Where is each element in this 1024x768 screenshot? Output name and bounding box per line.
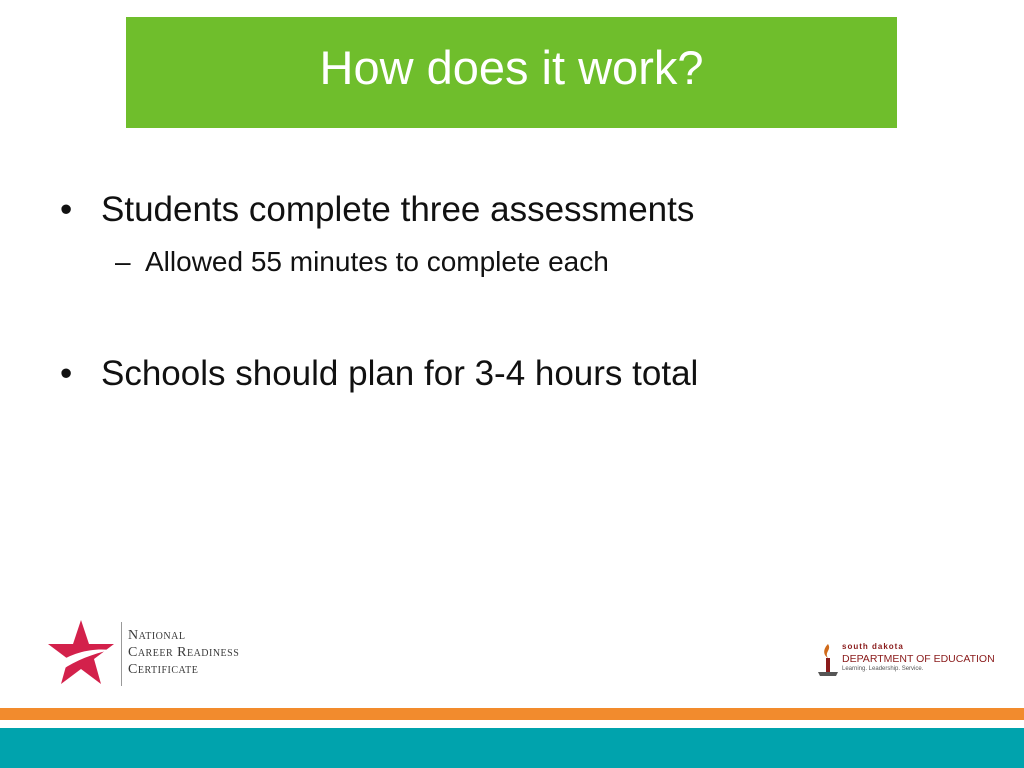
bullet-item xyxy=(60,190,694,230)
sub-bullet-item xyxy=(115,246,609,278)
slide-title: How does it work? xyxy=(319,41,704,94)
footer-orange-stripe xyxy=(0,708,1024,720)
torch-icon xyxy=(816,642,840,680)
sub-bullet-mark: – xyxy=(115,246,131,277)
bullet-text: Students complete three assessments xyxy=(101,190,695,229)
bullet-item xyxy=(60,354,698,394)
ncrc-line3: Certificate xyxy=(128,662,199,677)
bullet-mark: • xyxy=(60,190,73,229)
sd-tagline: Learning. Leadership. Service. xyxy=(842,666,924,672)
bullet-mark: • xyxy=(60,354,73,393)
star-icon xyxy=(48,618,114,688)
title-banner xyxy=(126,17,897,128)
ncrc-logo xyxy=(48,618,308,690)
sd-state-label: south dakota xyxy=(842,642,904,651)
footer-teal-stripe xyxy=(0,728,1024,768)
sd-dept-name: DEPARTMENT OF EDUCATION xyxy=(842,653,995,665)
logo-divider xyxy=(121,622,122,686)
ncrc-line1: National xyxy=(128,628,186,643)
ncrc-line2: Career Readiness xyxy=(128,645,240,660)
bullet-text: Schools should plan for 3-4 hours total xyxy=(101,354,699,393)
sd-doe-logo xyxy=(816,642,995,682)
sub-bullet-text: Allowed 55 minutes to complete each xyxy=(145,246,609,277)
